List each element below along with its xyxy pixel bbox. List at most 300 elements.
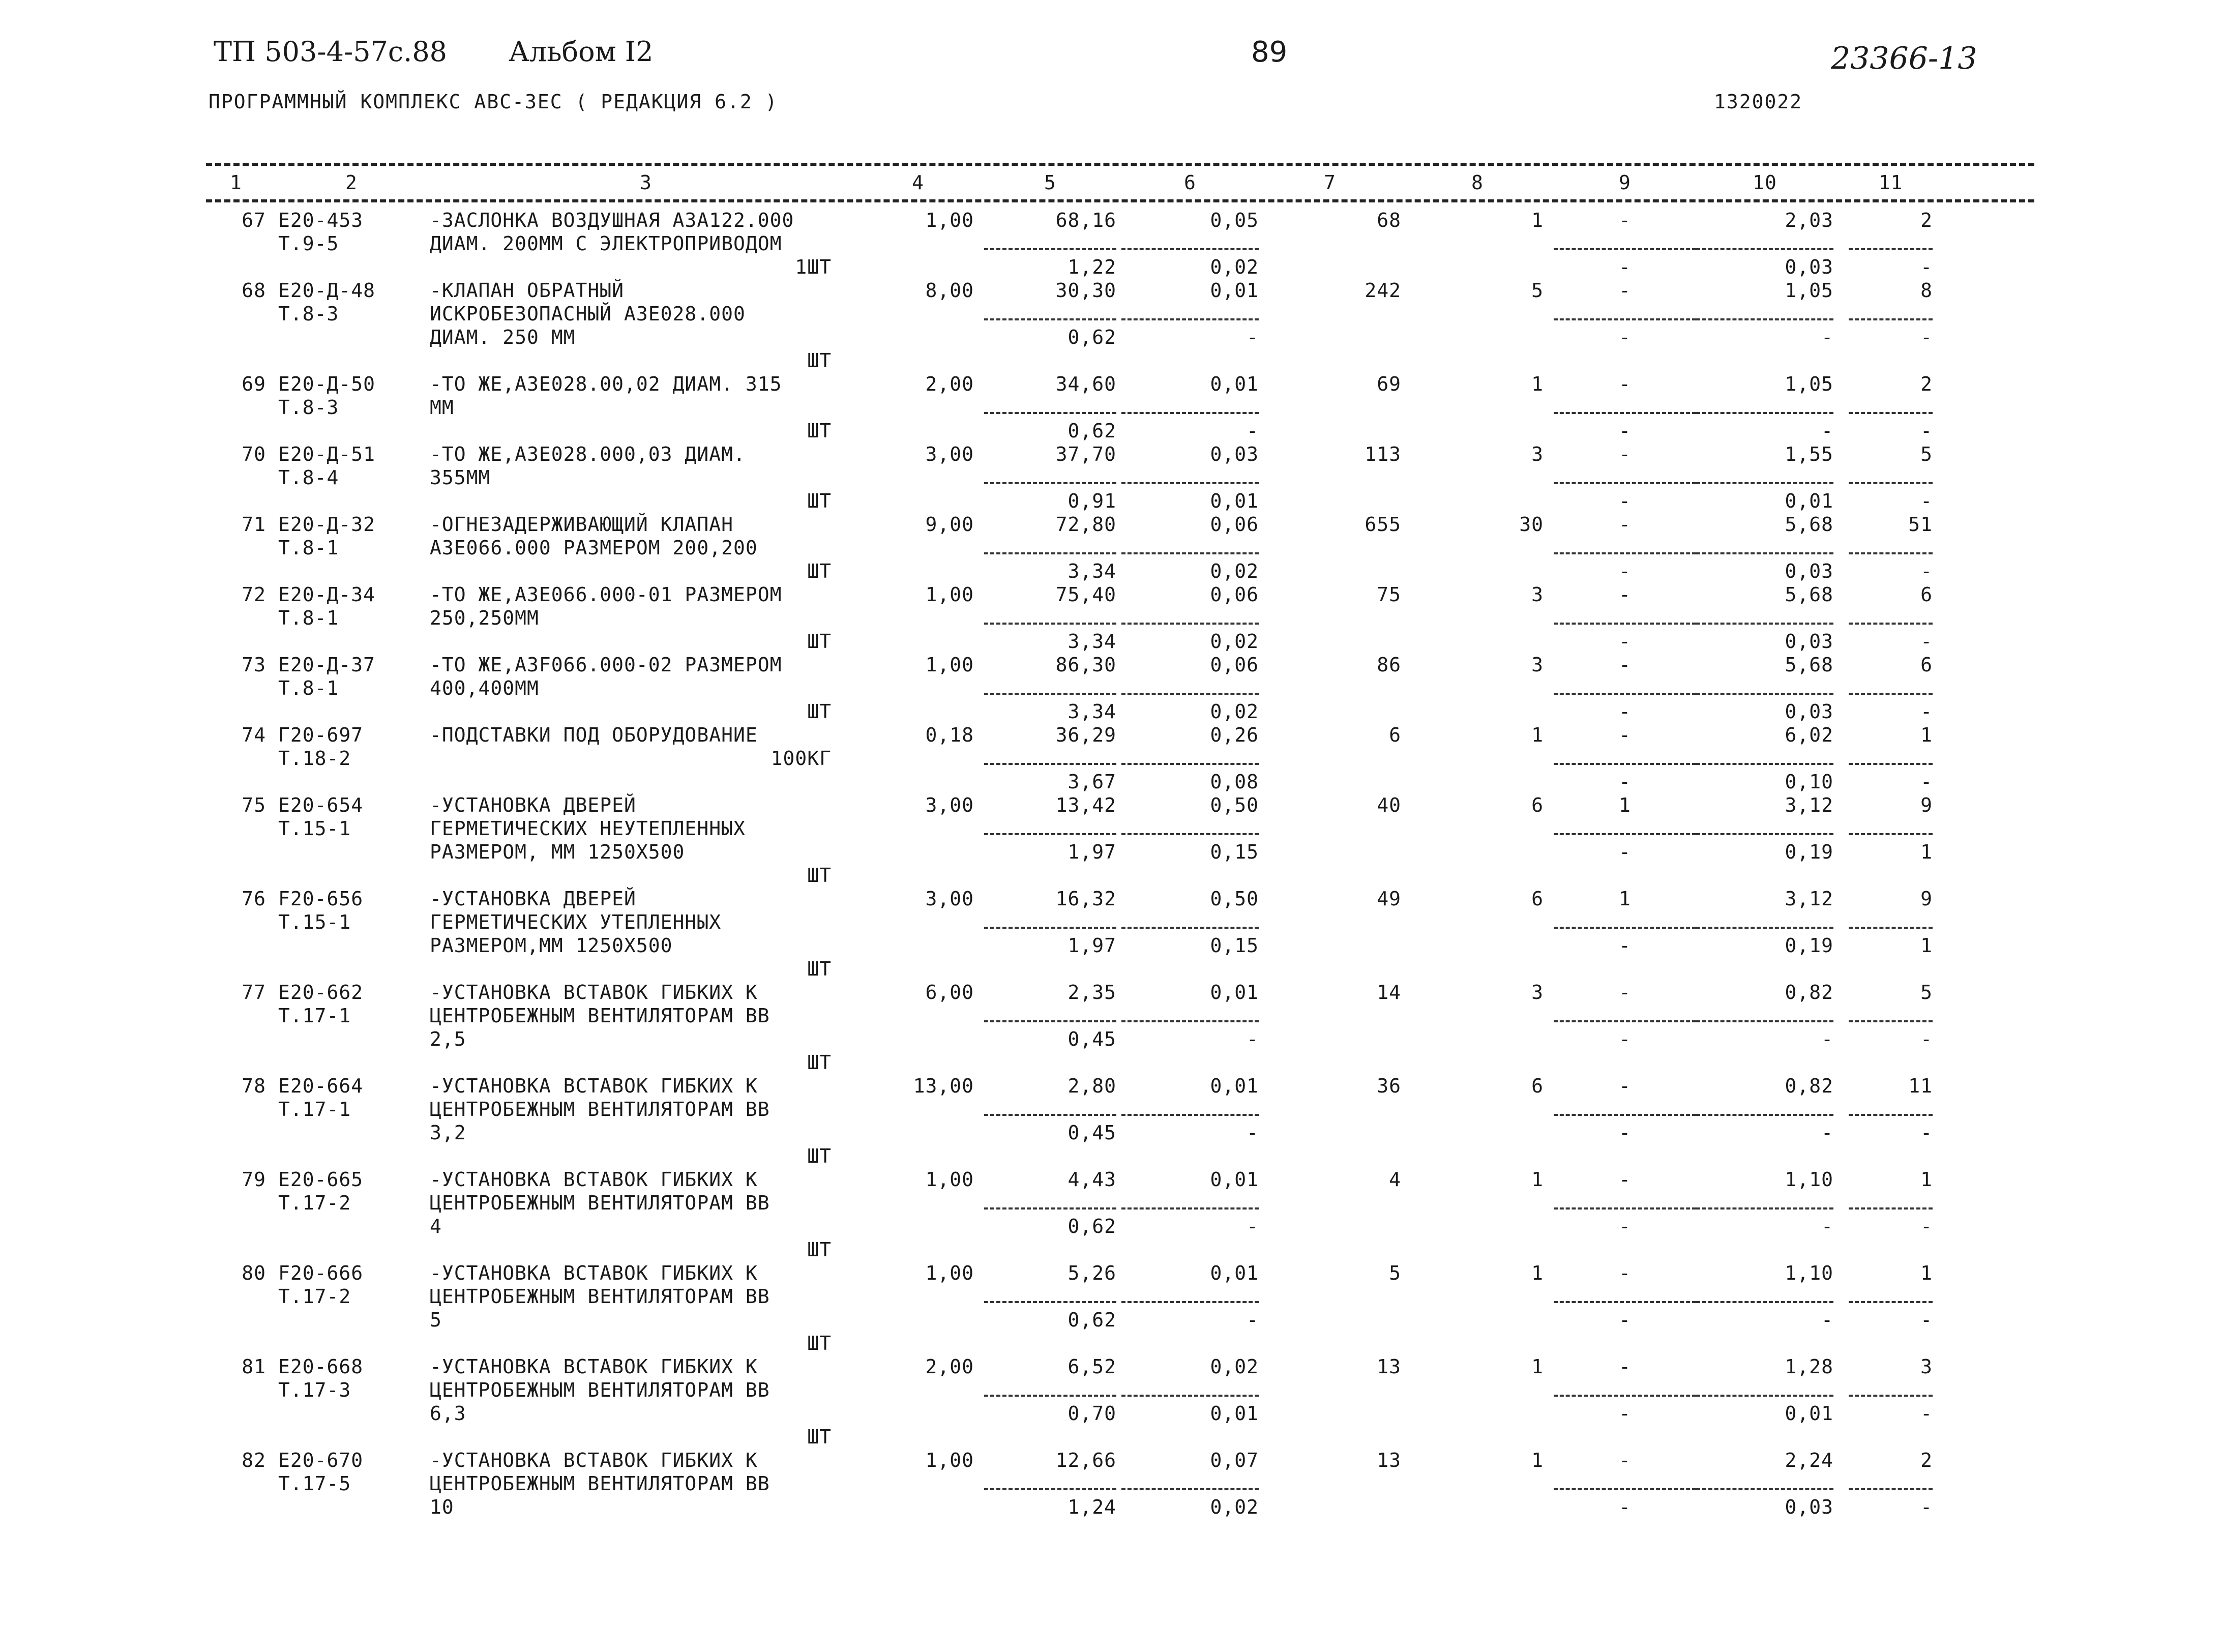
- quantity: 3,00: [925, 443, 974, 465]
- unit-price-machine: 0,26: [1210, 724, 1259, 746]
- description-line: ЦЕНТРОБЕЖНЫМ ВЕНТИЛЯТОРАМ ВВ: [430, 1005, 770, 1027]
- rate-code: Е20-670: [278, 1449, 364, 1471]
- dash-separator: [1121, 916, 1259, 929]
- dash-separator: [1696, 682, 1849, 695]
- sub-col-10: -: [1821, 1122, 1833, 1144]
- dash-separator: [984, 1009, 1121, 1022]
- column-header-2: 2: [345, 171, 358, 194]
- dash-separator: [1849, 471, 1933, 484]
- total-cost: 36: [1377, 1075, 1401, 1097]
- total-cost: 13: [1377, 1449, 1401, 1471]
- sub-col-9: -: [1619, 1496, 1631, 1518]
- dash-separator: [984, 1477, 1121, 1490]
- total-col-8: 3: [1531, 443, 1544, 465]
- row-number: 80: [242, 1262, 266, 1284]
- table-row: [206, 1261, 2034, 1355]
- description-line: -УСТАНОВКА ВСТАВОК ГИБКИХ К: [430, 1449, 758, 1471]
- total-col-11: 9: [1920, 888, 1933, 910]
- total-col-9: -: [1619, 1449, 1631, 1471]
- dash-separator: [1696, 752, 1849, 765]
- total-col-9: -: [1619, 373, 1631, 395]
- dash-separator: [984, 752, 1121, 765]
- column-header-6: 6: [1184, 171, 1196, 194]
- quantity: 6,00: [925, 981, 974, 1004]
- sub-col-11: -: [1920, 1402, 1933, 1425]
- dash-separator: [1554, 611, 1696, 625]
- wage-price: 0,70: [1068, 1402, 1116, 1425]
- total-col-8: 3: [1531, 981, 1544, 1004]
- rate-code: Е20-654: [278, 794, 364, 816]
- table-row: [206, 1168, 2034, 1261]
- unit-price-machine: 0,01: [1210, 1262, 1259, 1284]
- quantity: 2,00: [925, 373, 974, 395]
- description-line: 355ММ: [430, 466, 491, 489]
- description-line: -УСТАНОВКА ВСТАВОК ГИБКИХ К: [430, 981, 758, 1004]
- dash-separator: [1121, 611, 1259, 625]
- column-header-7: 7: [1324, 171, 1336, 194]
- total-col-11: 1: [1920, 724, 1933, 746]
- sub-col-9: -: [1619, 630, 1631, 653]
- quantity: 1,00: [925, 209, 974, 231]
- description-line: 5: [430, 1309, 442, 1331]
- unit-price-machine: 0,01: [1210, 373, 1259, 395]
- total-col-9: 1: [1619, 794, 1631, 816]
- total-col-9: -: [1619, 443, 1631, 465]
- unit-price: 75,40: [1055, 583, 1116, 606]
- table-reference: Т.17-1: [278, 1005, 351, 1027]
- row-number: 73: [242, 654, 266, 676]
- dash-separator: [984, 682, 1121, 695]
- total-cost: 5: [1389, 1262, 1401, 1284]
- column-header-3: 3: [640, 171, 652, 194]
- dash-separator: [1696, 541, 1849, 554]
- rate-code: Е20-Д-32: [278, 513, 376, 536]
- dash-separator: [1121, 1383, 1259, 1397]
- unit-of-measure: ШТ: [807, 700, 832, 723]
- unit-of-measure: ШТ: [807, 864, 832, 887]
- total-col-8: 1: [1531, 1355, 1544, 1378]
- description-line: РАЗМЕРОМ, ММ 1250Х500: [430, 841, 685, 863]
- dash-separator: [1849, 1290, 1933, 1303]
- unit-price: 5,26: [1068, 1262, 1116, 1284]
- table-reference: Т.9-5: [278, 232, 339, 255]
- unit-of-measure: ШТ: [807, 1426, 832, 1448]
- total-cost: 13: [1377, 1355, 1401, 1378]
- wage-price: 0,62: [1068, 1215, 1116, 1237]
- description-line: -УСТАНОВКА ВСТАВОК ГИБКИХ К: [430, 1168, 758, 1191]
- column-header-row: [206, 166, 2034, 199]
- sub-col-11: 1: [1920, 841, 1933, 863]
- sub-col-11: -: [1920, 560, 1933, 582]
- row-number: 76: [242, 888, 266, 910]
- rate-code: Е20-662: [278, 981, 364, 1004]
- table-row: [206, 887, 2034, 981]
- sub-col-10: -: [1821, 1028, 1833, 1050]
- unit-price: 6,52: [1068, 1355, 1116, 1378]
- quantity: 1,00: [925, 1168, 974, 1191]
- total-col-8: 30: [1519, 513, 1544, 536]
- dash-separator: [1554, 752, 1696, 765]
- wage-price: 0,91: [1068, 490, 1116, 512]
- table-reference: Т.17-5: [278, 1472, 351, 1495]
- sub-col-9: -: [1619, 1309, 1631, 1331]
- dash-separator: [1554, 1009, 1696, 1022]
- sub-col-11: -: [1920, 700, 1933, 723]
- wage-price-machine: 0,02: [1210, 700, 1259, 723]
- description-line: -ТО ЖЕ,АЗF066.000-02 РАЗМЕРОМ: [430, 654, 782, 676]
- description-line: ИСКРОБЕЗОПАСНЫЙ АЗЕ028.000: [430, 303, 746, 325]
- dash-separator: [1696, 1009, 1849, 1022]
- wage-price: 3,67: [1068, 771, 1116, 793]
- sub-col-11: -: [1920, 490, 1933, 512]
- total-cost: 242: [1365, 279, 1401, 302]
- sub-col-10: 0,03: [1785, 1496, 1833, 1518]
- unit-of-measure: ШТ: [807, 490, 832, 512]
- sub-col-10: 0,10: [1785, 771, 1833, 793]
- table-reference: Т.8-4: [278, 466, 339, 489]
- handwritten-number: 23366-13: [1831, 41, 1977, 76]
- total-col-11: 2: [1920, 1449, 1933, 1471]
- row-number: 81: [242, 1355, 266, 1378]
- unit-price: 16,32: [1055, 888, 1116, 910]
- dash-separator: [1121, 1290, 1259, 1303]
- row-number: 77: [242, 981, 266, 1004]
- unit-price: 12,66: [1055, 1449, 1116, 1471]
- rate-code: Е20-Д-48: [278, 279, 376, 302]
- sub-col-10: -: [1821, 1215, 1833, 1237]
- unit-price-machine: 0,01: [1210, 981, 1259, 1004]
- total-col-8: 1: [1531, 1449, 1544, 1471]
- quantity: 8,00: [925, 279, 974, 302]
- description-line: ДИАМ. 250 ММ: [430, 326, 576, 348]
- rate-code: Г20-697: [278, 724, 364, 746]
- dash-separator: [1849, 541, 1933, 554]
- wage-price-machine: -: [1247, 1215, 1259, 1237]
- sub-col-9: -: [1619, 256, 1631, 278]
- wage-price-machine: -: [1247, 326, 1259, 348]
- row-number: 78: [242, 1075, 266, 1097]
- dash-separator: [984, 822, 1121, 835]
- table-row: [206, 372, 2034, 442]
- sub-col-9: -: [1619, 1402, 1631, 1425]
- dash-separator: [1554, 1103, 1696, 1116]
- description-line: ЦЕНТРОБЕЖНЫМ ВЕНТИЛЯТОРАМ ВВ: [430, 1472, 770, 1495]
- sub-col-9: -: [1619, 1122, 1631, 1144]
- dash-separator: [1554, 1290, 1696, 1303]
- total-cost: 86: [1377, 654, 1401, 676]
- quantity: 1,00: [925, 583, 974, 606]
- quantity: 1,00: [925, 1262, 974, 1284]
- rate-code: Е20-664: [278, 1075, 364, 1097]
- table-reference: Т.17-2: [278, 1192, 351, 1214]
- dash-separator: [1121, 237, 1259, 250]
- sub-col-10: 0,19: [1785, 934, 1833, 957]
- unit-price: 4,43: [1068, 1168, 1116, 1191]
- quantity: 1,00: [925, 654, 974, 676]
- description-line: ГЕРМЕТИЧЕСКИХ НЕУТЕПЛЕННЫХ: [430, 817, 746, 840]
- dash-separator: [1121, 752, 1259, 765]
- total-col-8: 5: [1531, 279, 1544, 302]
- dash-separator: [1121, 822, 1259, 835]
- sub-col-11: -: [1920, 1122, 1933, 1144]
- row-number: 79: [242, 1168, 266, 1191]
- rate-code: Е20-665: [278, 1168, 364, 1191]
- dash-separator: [1121, 682, 1259, 695]
- dash-separator: [1696, 1383, 1849, 1397]
- description-line: АЗЕ066.000 РАЗМЕРОМ 200,200: [430, 537, 758, 559]
- dash-separator: [984, 1290, 1121, 1303]
- description-line: 400,400ММ: [430, 677, 539, 699]
- wage-price: 3,34: [1068, 630, 1116, 653]
- dash-separator: [1696, 237, 1849, 250]
- total-col-8: 1: [1531, 373, 1544, 395]
- unit-of-measure: ШТ: [807, 349, 832, 372]
- sub-col-11: -: [1920, 420, 1933, 442]
- wage-price: 0,45: [1068, 1028, 1116, 1050]
- unit-of-measure: ШТ: [807, 1238, 832, 1261]
- wage-price-machine: -: [1247, 1309, 1259, 1331]
- total-col-11: 2: [1920, 209, 1933, 231]
- total-col-8: 1: [1531, 1168, 1544, 1191]
- column-header-9: 9: [1619, 171, 1631, 194]
- total-col-9: 1: [1619, 888, 1631, 910]
- row-number: 67: [242, 209, 266, 231]
- description-line: 10: [430, 1496, 454, 1518]
- description-line: ММ: [430, 396, 454, 419]
- dash-separator: [984, 401, 1121, 414]
- total-col-10: 1,10: [1785, 1262, 1833, 1284]
- unit-of-measure: 100КГ: [770, 747, 832, 770]
- total-col-11: 2: [1920, 373, 1933, 395]
- row-number: 82: [242, 1449, 266, 1471]
- dash-separator: [1121, 471, 1259, 484]
- total-col-8: 1: [1531, 209, 1544, 231]
- total-col-8: 3: [1531, 583, 1544, 606]
- total-col-11: 5: [1920, 981, 1933, 1004]
- total-col-11: 6: [1920, 654, 1933, 676]
- wage-price-machine: 0,02: [1210, 630, 1259, 653]
- quantity: 2,00: [925, 1355, 974, 1378]
- unit-of-measure: ШТ: [807, 420, 832, 442]
- sub-col-9: -: [1619, 841, 1631, 863]
- unit-price: 36,29: [1055, 724, 1116, 746]
- wage-price-machine: 0,02: [1210, 1496, 1259, 1518]
- row-number: 72: [242, 583, 266, 606]
- description-line: -УСТАНОВКА ВСТАВОК ГИБКИХ К: [430, 1355, 758, 1378]
- unit-price-machine: 0,02: [1210, 1355, 1259, 1378]
- sub-col-10: 0,19: [1785, 841, 1833, 863]
- table-row: [206, 513, 2034, 583]
- dash-separator: [984, 471, 1121, 484]
- sub-col-10: 0,01: [1785, 490, 1833, 512]
- sub-col-10: 0,01: [1785, 1402, 1833, 1425]
- dash-separator: [1696, 307, 1849, 320]
- dash-separator: [1121, 541, 1259, 554]
- total-cost: 113: [1365, 443, 1401, 465]
- rate-code: Е20-Д-34: [278, 583, 376, 606]
- dash-separator: [1849, 611, 1933, 625]
- unit-price-machine: 0,06: [1210, 583, 1259, 606]
- total-col-8: 6: [1531, 888, 1544, 910]
- total-col-10: 1,05: [1785, 373, 1833, 395]
- unit-of-measure: ШТ: [807, 560, 832, 582]
- table-reference: Т.15-1: [278, 817, 351, 840]
- total-col-9: -: [1619, 279, 1631, 302]
- description-line: -УСТАНОВКА ВСТАВОК ГИБКИХ К: [430, 1262, 758, 1284]
- row-number: 71: [242, 513, 266, 536]
- document-number: ТП 503-4-57с.88: [214, 36, 448, 68]
- table-row: [206, 653, 2034, 723]
- page-header: [209, 36, 2044, 113]
- wage-price-machine: 0,08: [1210, 771, 1259, 793]
- quantity: 9,00: [925, 513, 974, 536]
- description-line: -УСТАНОВКА ДВЕРЕЙ: [430, 794, 636, 816]
- sub-col-10: 0,03: [1785, 256, 1833, 278]
- rate-code: F20-666: [278, 1262, 364, 1284]
- wage-price: 3,34: [1068, 560, 1116, 582]
- unit-price: 13,42: [1055, 794, 1116, 816]
- total-col-9: -: [1619, 1075, 1631, 1097]
- row-number: 74: [242, 724, 266, 746]
- table-reference: Т.18-2: [278, 747, 351, 770]
- table-header-rule: [206, 199, 2034, 202]
- table-reference: Т.17-3: [278, 1379, 351, 1401]
- sub-col-10: -: [1821, 326, 1833, 348]
- wage-price: 0,62: [1068, 1309, 1116, 1331]
- unit-price: 68,16: [1055, 209, 1116, 231]
- total-col-9: -: [1619, 209, 1631, 231]
- wage-price: 0,45: [1068, 1122, 1116, 1144]
- table-row: [206, 279, 2034, 372]
- table-row: [206, 981, 2034, 1074]
- dash-separator: [1554, 401, 1696, 414]
- total-col-9: -: [1619, 724, 1631, 746]
- column-header-10: 10: [1753, 171, 1777, 194]
- column-header-4: 4: [912, 171, 924, 194]
- sub-col-10: 0,03: [1785, 630, 1833, 653]
- wage-price: 1,97: [1068, 841, 1116, 863]
- sub-col-9: -: [1619, 490, 1631, 512]
- total-cost: 68: [1377, 209, 1401, 231]
- dash-separator: [1696, 1477, 1849, 1490]
- total-col-10: 3,12: [1785, 794, 1833, 816]
- quantity: 1,00: [925, 1449, 974, 1471]
- sub-col-9: -: [1619, 934, 1631, 957]
- dash-separator: [1554, 682, 1696, 695]
- description-line: ДИАМ. 200ММ С ЭЛЕКТРОПРИВОДОМ: [430, 232, 782, 255]
- rate-code: Е20-Д-51: [278, 443, 376, 465]
- description-line: -ТО ЖЕ,АЗЕ028.000,03 ДИАМ.: [430, 443, 746, 465]
- total-col-8: 1: [1531, 724, 1544, 746]
- wage-price-machine: 0,02: [1210, 256, 1259, 278]
- dash-separator: [1554, 822, 1696, 835]
- wage-price: 0,62: [1068, 326, 1116, 348]
- wage-price-machine: -: [1247, 1122, 1259, 1144]
- dash-separator: [1849, 1103, 1933, 1116]
- unit-price-machine: 0,07: [1210, 1449, 1259, 1471]
- total-col-10: 5,68: [1785, 654, 1833, 676]
- total-col-9: -: [1619, 1262, 1631, 1284]
- description-line: -УСТАНОВКА ВСТАВОК ГИБКИХ К: [430, 1075, 758, 1097]
- total-col-10: 5,68: [1785, 513, 1833, 536]
- total-col-10: 1,05: [1785, 279, 1833, 302]
- sub-col-9: -: [1619, 326, 1631, 348]
- table-reference: Т.17-2: [278, 1285, 351, 1308]
- row-number: 68: [242, 279, 266, 302]
- table-reference: Т.15-1: [278, 911, 351, 933]
- dash-separator: [1696, 1290, 1849, 1303]
- album-label: Альбом I2: [509, 36, 654, 68]
- dash-separator: [984, 1103, 1121, 1116]
- total-col-10: 0,82: [1785, 1075, 1833, 1097]
- unit-price-machine: 0,01: [1210, 1075, 1259, 1097]
- description-line: 6,3: [430, 1402, 466, 1425]
- rate-code: Е20-Д-37: [278, 654, 376, 676]
- total-col-11: 6: [1920, 583, 1933, 606]
- dash-separator: [1696, 822, 1849, 835]
- total-col-11: 1: [1920, 1262, 1933, 1284]
- sub-col-11: -: [1920, 1496, 1933, 1518]
- total-col-10: 6,02: [1785, 724, 1833, 746]
- description-line: ЦЕНТРОБЕЖНЫМ ВЕНТИЛЯТОРАМ ВВ: [430, 1098, 770, 1120]
- unit-price: 86,30: [1055, 654, 1116, 676]
- description-line: ГЕРМЕТИЧЕСКИХ УТЕПЛЕННЫХ: [430, 911, 722, 933]
- total-col-11: 1: [1920, 1168, 1933, 1191]
- sub-col-9: -: [1619, 1028, 1631, 1050]
- description-line: ЦЕНТРОБЕЖНЫМ ВЕНТИЛЯТОРАМ ВВ: [430, 1285, 770, 1308]
- page-number: 89: [1251, 36, 1288, 69]
- unit-price-machine: 0,50: [1210, 794, 1259, 816]
- wage-price: 1,22: [1068, 256, 1116, 278]
- unit-price-machine: 0,50: [1210, 888, 1259, 910]
- wage-price: 1,24: [1068, 1496, 1116, 1518]
- dash-separator: [1696, 401, 1849, 414]
- total-col-9: -: [1619, 1168, 1631, 1191]
- total-col-10: 3,12: [1785, 888, 1833, 910]
- column-header-8: 8: [1471, 171, 1484, 194]
- wage-price: 1,97: [1068, 934, 1116, 957]
- table-reference: Т.17-1: [278, 1098, 351, 1120]
- unit-of-measure: ШТ: [807, 1051, 832, 1074]
- column-header-5: 5: [1044, 171, 1056, 194]
- wage-price-machine: 0,15: [1210, 934, 1259, 957]
- sub-col-11: 1: [1920, 934, 1933, 957]
- total-col-10: 1,55: [1785, 443, 1833, 465]
- dash-separator: [984, 1196, 1121, 1210]
- dash-separator: [1554, 1383, 1696, 1397]
- dash-separator: [1121, 1009, 1259, 1022]
- dash-separator: [1554, 307, 1696, 320]
- dash-separator: [1121, 1477, 1259, 1490]
- wage-price-machine: -: [1247, 420, 1259, 442]
- total-col-8: 3: [1531, 654, 1544, 676]
- description-line: -ЗАСЛОНКА ВОЗДУШНАЯ АЗА122.000: [430, 209, 794, 231]
- description-line: РАЗМЕРОМ,ММ 1250Х500: [430, 934, 673, 957]
- unit-of-measure: ШТ: [807, 1145, 832, 1167]
- wage-price: 0,62: [1068, 420, 1116, 442]
- table-reference: Т.8-3: [278, 396, 339, 419]
- total-col-8: 6: [1531, 794, 1544, 816]
- description-line: ЦЕНТРОБЕЖНЫМ ВЕНТИЛЯТОРАМ ВВ: [430, 1192, 770, 1214]
- sub-col-10: 0,03: [1785, 700, 1833, 723]
- dash-separator: [1849, 822, 1933, 835]
- total-col-10: 1,10: [1785, 1168, 1833, 1191]
- quantity: 3,00: [925, 888, 974, 910]
- unit-of-measure: ШТ: [807, 630, 832, 653]
- program-code: 1320022: [1714, 91, 1803, 113]
- rate-code: Е20-Д-50: [278, 373, 376, 395]
- total-cost: 6: [1389, 724, 1401, 746]
